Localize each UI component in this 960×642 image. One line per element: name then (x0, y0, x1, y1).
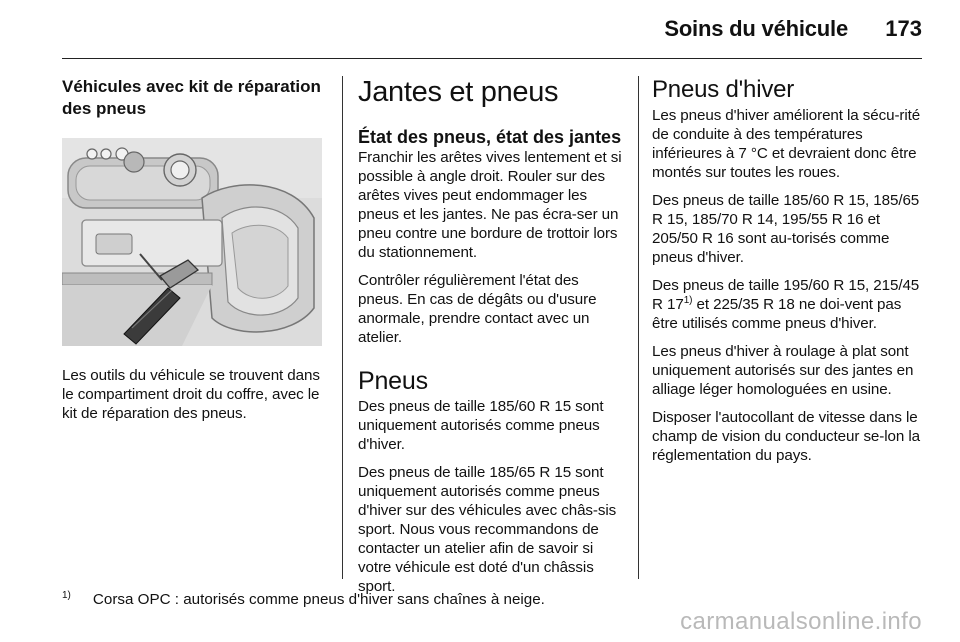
paragraph-tailles-interdites (652, 276, 924, 333)
heading-repair-kit: Véhicules avec kit de réparation des pneus (62, 77, 321, 118)
heading-pneus: Pneus (358, 367, 428, 395)
footnote-reference: 1) (683, 294, 693, 306)
column-left (62, 76, 328, 423)
paragraph-aretes: Franchir les arêtes vives lentement et si possible à angle droit. Rouler sur des arêtes vives peut endommager les pneus et les jantes. Ne pas écra-ser un pneu contre une bordure de trottoir lors du stationnement. (358, 149, 622, 261)
paragraph-tailles-autorisees: Des pneus de taille 185/60 R 15, 185/65 R 15, 185/70 R 14, 195/55 R 16 et 205/50 R 16 sont au-torisés comme pneus d'hiver. (652, 192, 920, 266)
heading-pneus-hiver: Pneus d'hiver (652, 76, 795, 103)
page-header (0, 0, 960, 62)
watermark: carmanualsonline.info (680, 608, 922, 635)
paragraph-185-60: Des pneus de taille 185/60 R 15 sont uniquement autorisés comme pneus d'hiver. (358, 398, 604, 453)
column-middle (358, 76, 624, 596)
page-number: 173 (885, 16, 922, 41)
heading-etat-pneus: État des pneus, état des jantes (358, 127, 622, 147)
column-right (652, 76, 924, 465)
illustration-caption: Les outils du véhicule se trouvent dans le compartiment droit du coffre, avec le kit de réparation des pneus. (62, 367, 320, 422)
text-part-a: Des pneus de taille 195/60 R 15, 215/45 R 17 (652, 277, 920, 313)
column-divider-2 (638, 76, 639, 579)
trunk-tools-illustration (62, 138, 322, 346)
section-title: Soins du véhicule (664, 16, 848, 41)
footnote-mark: 1) (62, 590, 71, 601)
footnote-text: Corsa OPC : autorisés comme pneus d'hiver sans chaînes à neige. (92, 591, 545, 609)
paragraph-autocollant: Disposer l'autocollant de vitesse dans le champ de vision du conducteur se-lon la réglementation du pays. (652, 409, 920, 464)
text-part-b: et 225/35 R 18 ne doi-vent pas être utilisés comme pneus d'hiver. (652, 296, 902, 332)
header-rule (62, 58, 922, 59)
paragraph-securite: Les pneus d'hiver améliorent la sécu-rité de conduite à des températures inférieures à 7 °C et devraient donc être montés sur toutes les roues. (652, 107, 921, 181)
paragraph-controle: Contrôler régulièrement l'état des pneus. En cas de dégâts ou d'usure anormale, prendre contact avec un atelier. (358, 272, 597, 346)
footnote (62, 590, 545, 608)
paragraph-185-65: Des pneus de taille 185/65 R 15 sont uniquement autorisés comme pneus d'hiver sur des véhicules avec châs-sis sport. Nous vous recommandons de contacter un atelier afin de savoir si votre véhicule est doté d'un châssis sport. (358, 464, 617, 595)
paragraph-roulage-plat: Les pneus d'hiver à roulage à plat sont uniquement autorisés sur des jantes en alliage léger homologuées en usine. (652, 343, 914, 398)
column-divider-1 (342, 76, 343, 579)
heading-jantes-et-pneus: Jantes et pneus (358, 76, 559, 108)
